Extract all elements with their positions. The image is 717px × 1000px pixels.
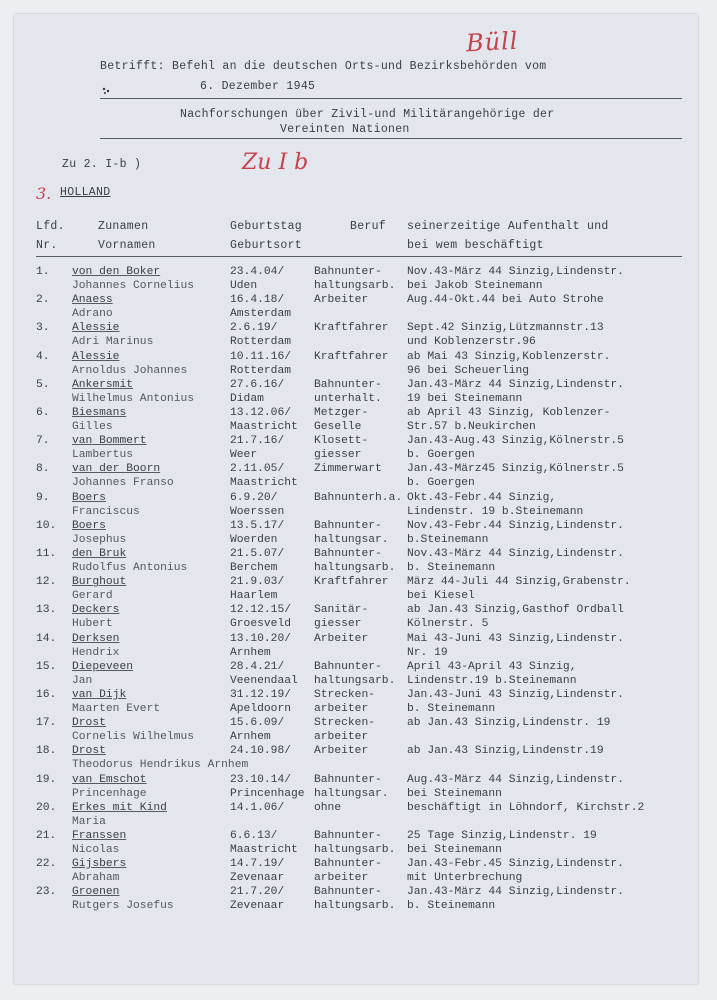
occupation-line-2: haltungsarb. [314, 844, 396, 856]
given-names: Nicolas [72, 844, 120, 856]
birth-date: 12.12.15/ [230, 604, 292, 617]
given-names: Cornelis Wilhelmus [72, 731, 195, 744]
col-nr-top: Lfd. [36, 220, 65, 233]
entry-number: 10. [36, 519, 57, 532]
residence-line-1: Aug.43-März 44 Sinzig,Lindenstr. [407, 773, 624, 786]
subject-line-2: 6. Dezember 1945 [200, 80, 316, 93]
residence-line-2: b.Steinemann [407, 533, 489, 546]
birth-place: Rotterdam [230, 336, 292, 349]
residence-line-1: Jan.43-März 44 Sinzig,Lindenstr. [407, 886, 624, 899]
occupation-line-2: giesser [314, 618, 362, 631]
entry-number: 9. [36, 491, 50, 504]
occupation-line-1: Bahnunter- [314, 858, 382, 871]
residence-line-2: bei Kiesel [407, 590, 475, 603]
table-row [14, 294, 698, 326]
country-number: 3. [36, 184, 52, 203]
entry-number: 13. [36, 604, 57, 617]
occupation-line-1: Bahnunterh.a. [314, 491, 403, 504]
residence-line-2: Nr. 19 [407, 646, 448, 659]
given-names: Wilhelmus Antonius [72, 392, 195, 405]
surname: Deckers [72, 604, 120, 617]
stamp-name: Büll [465, 26, 520, 58]
ink-dots [102, 82, 112, 90]
occupation-line-1: Bahnunter- [314, 886, 382, 899]
surname: Alessie [72, 322, 120, 335]
birth-place: Arnhem [230, 731, 271, 744]
col-name-top: Zunamen [98, 220, 149, 233]
surname: Drost [72, 717, 106, 730]
birth-place: Apeldoorn [230, 703, 292, 715]
table-row [14, 379, 698, 411]
birth-date: 21.5.07/ [230, 548, 285, 560]
occupation-line-2: haltungsar. [314, 533, 389, 546]
table-row [14, 886, 698, 918]
table-row [14, 492, 698, 524]
given-names: Johannes Franso [72, 477, 174, 490]
given-names: Rutgers Josefus [72, 900, 174, 913]
col-nr-bottom: Nr. [36, 239, 58, 252]
table-row [14, 802, 698, 834]
residence-line-2: 19 bei Steinemann [407, 392, 523, 405]
surname: van Dijk [72, 689, 127, 701]
given-names: Princenhage [72, 787, 147, 800]
entry-number: 22. [36, 858, 57, 871]
birth-date: 13.5.17/ [230, 519, 285, 532]
entry-number: 18. [36, 745, 57, 758]
occupation-line-2: arbeiter [314, 703, 369, 715]
surname: Franssen [72, 830, 127, 842]
surname: den Bruk [72, 548, 127, 560]
entry-number: 20. [36, 801, 57, 814]
occupation-line-1: Metzger- [314, 407, 369, 419]
table-row [14, 858, 698, 890]
residence-line-1: Jan.43-März 44 Sinzig,Lindenstr. [407, 378, 624, 391]
col-birth-bottom: Geburtsort [230, 239, 303, 252]
residence-line-2: b. Goergen [407, 449, 475, 462]
header-rule-bottom [100, 138, 682, 139]
table-row [14, 322, 698, 354]
residence-line-1: Sept.42 Sinzig,Lützmannstr.13 [407, 322, 604, 335]
given-names: Maarten Evert [72, 703, 161, 715]
surname: Groenen [72, 886, 120, 899]
table-row [14, 717, 698, 749]
occupation-line-2: arbeiter [314, 872, 369, 885]
given-names: Adri Marinus [72, 336, 154, 349]
residence-line-1: Nov.43-März 44 Sinzig,Lindenstr. [407, 266, 624, 278]
entry-number: 16. [36, 689, 57, 701]
surname: Diepeveen [72, 660, 134, 673]
given-names: Hendrix [72, 646, 120, 659]
residence-line-2: b. Steinemann [407, 900, 496, 913]
surname: Boers [72, 519, 106, 532]
birth-place: Didam [230, 392, 264, 405]
birth-place: Maastricht [230, 477, 298, 490]
occupation-line-1: Kraftfahrer [314, 350, 389, 363]
occupation-line-2: haltungsar. [314, 787, 389, 800]
birth-place: Berchem [230, 562, 278, 574]
table-row [14, 774, 698, 806]
occupation-line-2: haltungsarb. [314, 674, 396, 687]
table-row [14, 661, 698, 693]
residence-line-1: Nov.43-März 44 Sinzig,Lindenstr. [407, 548, 624, 560]
given-names: Gilles [72, 421, 113, 433]
given-names: Hubert [72, 618, 113, 631]
occupation-line-1: Arbeiter [314, 745, 369, 758]
occupation-line-2: giesser [314, 449, 362, 462]
surname: Burghout [72, 576, 127, 589]
entry-number: 14. [36, 632, 57, 645]
entry-number: 17. [36, 717, 57, 730]
table-row [14, 463, 698, 495]
birth-date: 14.7.19/ [230, 858, 285, 871]
entry-number: 12. [36, 576, 57, 589]
table-row [14, 351, 698, 383]
birth-place: Maastricht [230, 844, 298, 856]
entry-number: 7. [36, 435, 50, 448]
occupation-line-1: Strecken- [314, 717, 376, 730]
residence-line-1: Jan.43-März45 Sinzig,Kölnerstr.5 [407, 463, 624, 476]
given-names: Josephus [72, 533, 127, 546]
subject-line-1: Betrifft: Befehl an die deutschen Orts-und Bezirksbehörden vom [100, 60, 547, 73]
col-residence-top: seinerzeitige Aufenthalt und [407, 220, 609, 233]
occupation-line-1: Kraftfahrer [314, 322, 389, 335]
occupation-line-1: ohne [314, 801, 342, 814]
handwritten-note: Zu I b [242, 150, 309, 175]
surname: Biesmans [72, 407, 127, 419]
given-names: Franciscus [72, 505, 140, 518]
occupation-line-1: Bahnunter- [314, 378, 382, 391]
birth-date: 23.10.14/ [230, 773, 292, 786]
residence-line-2: bei Steinemann [407, 787, 502, 800]
topic-line-2: Vereinten Nationen [280, 123, 410, 136]
entry-number: 8. [36, 463, 50, 476]
residence-line-1: Aug.44-Okt.44 bei Auto Strohe [407, 294, 604, 307]
residence-line-1: beschäftigt in Löhndorf, Kirchstr.2 [407, 801, 645, 814]
table-row [14, 604, 698, 636]
residence-line-1: März 44-Juli 44 Sinzig,Grabenstr. [407, 576, 631, 589]
occupation-line-1: Klosett- [314, 435, 369, 448]
document-page [14, 14, 698, 984]
birth-place: Rotterdam [230, 364, 292, 377]
residence-line-2: bei Steinemann [407, 844, 502, 856]
table-row [14, 548, 698, 580]
residence-line-1: Okt.43-Febr.44 Sinzig, [407, 491, 557, 504]
birth-date: 21.9.03/ [230, 576, 285, 589]
entry-number: 1. [36, 266, 50, 278]
table-row [14, 407, 698, 439]
occupation-line-1: Kraftfahrer [314, 576, 389, 589]
occupation-line-1: Zimmerwart [314, 463, 382, 476]
occupation-line-1: Arbeiter [314, 294, 369, 307]
birth-date: 16.4.18/ [230, 294, 285, 307]
entry-number: 2. [36, 294, 50, 307]
birth-date: 2.11.05/ [230, 463, 285, 476]
given-names: Maria [72, 815, 106, 828]
entry-number: 4. [36, 350, 50, 363]
occupation-line-2: arbeiter [314, 731, 369, 744]
occupation-line-1: Bahnunter- [314, 773, 382, 786]
table-row [14, 689, 698, 721]
birth-date: 6.9.20/ [230, 491, 278, 504]
birth-place: Woerden [230, 533, 278, 546]
birth-date: 27.6.16/ [230, 378, 285, 391]
residence-line-1: April 43-April 43 Sinzig, [407, 660, 577, 673]
entry-number: 5. [36, 378, 50, 391]
surname: van der Boorn [72, 463, 161, 476]
given-names: Lambertus [72, 449, 134, 462]
entry-number: 19. [36, 773, 57, 786]
table-row [14, 435, 698, 467]
birth-date: 21.7.16/ [230, 435, 285, 448]
entry-number: 15. [36, 660, 57, 673]
occupation-line-1: Bahnunter- [314, 660, 382, 673]
given-names: Johannes Cornelius [72, 280, 195, 292]
residence-line-2: b. Steinemann [407, 562, 496, 574]
entry-number: 23. [36, 886, 57, 899]
given-names: Arnoldus Johannes [72, 364, 188, 377]
surname: Anaess [72, 294, 113, 307]
birth-date: 13.12.06/ [230, 407, 292, 419]
residence-line-1: Nov.43-Febr.44 Sinzig,Lindenstr. [407, 519, 624, 532]
reference: Zu 2. I-b ) [62, 158, 142, 171]
birth-date: 23.4.04/ [230, 266, 285, 278]
birth-date: 24.10.98/ [230, 745, 292, 758]
occupation-line-2: unterhalt. [314, 392, 382, 405]
given-names: Jan [72, 674, 93, 687]
residence-line-2: mit Unterbrechung [407, 872, 523, 885]
table-row [14, 520, 698, 552]
surname: Drost [72, 745, 106, 758]
birth-date: 31.12.19/ [230, 689, 292, 701]
residence-line-1: Jan.43-Febr.45 Sinzig,Lindenstr. [407, 858, 624, 871]
birth-date: 2.6.19/ [230, 322, 278, 335]
birth-date: 6.6.13/ [230, 830, 278, 842]
occupation-line-1: Strecken- [314, 689, 376, 701]
birth-date: 14.1.06/ [230, 801, 285, 814]
surname: Alessie [72, 350, 120, 363]
occupation-line-1: Bahnunter- [314, 830, 382, 842]
col-name-bottom: Vornamen [98, 239, 156, 252]
table-row [14, 633, 698, 665]
birth-place: Veenendaal [230, 674, 298, 687]
birth-place: Zevenaar [230, 900, 285, 913]
surname: von den Boker [72, 266, 161, 278]
occupation-line-1: Arbeiter [314, 632, 369, 645]
surname: Ankersmit [72, 378, 134, 391]
residence-line-2: b. Steinemann [407, 703, 496, 715]
given-names: Gerard [72, 590, 113, 603]
entry-number: 3. [36, 322, 50, 335]
surname: Boers [72, 491, 106, 504]
birth-place: Groesveld [230, 618, 292, 631]
residence-line-2: b. Goergen [407, 477, 475, 490]
residence-line-1: ab April 43 Sinzig, Koblenzer- [407, 407, 611, 419]
residence-line-1: Jan.43-Aug.43 Sinzig,Kölnerstr.5 [407, 435, 624, 448]
residence-line-2: Lindenstr. 19 b.Steinemann [407, 505, 584, 518]
given-names: Adrano [72, 308, 113, 321]
col-residence-bottom: bei wem beschäftigt [407, 239, 544, 252]
table-row [14, 830, 698, 862]
table-header-rule [36, 256, 682, 257]
header-rule-top [100, 98, 682, 99]
residence-line-2: bei Jakob Steinemann [407, 280, 543, 292]
birth-place: Amsterdam [230, 308, 292, 321]
entry-number: 6. [36, 407, 50, 419]
occupation-line-2: Geselle [314, 421, 362, 433]
residence-line-2: Kölnerstr. 5 [407, 618, 489, 631]
birth-date: 28.4.21/ [230, 660, 285, 673]
occupation-line-1: Bahnunter- [314, 519, 382, 532]
residence-line-1: Jan.43-Juni 43 Sinzig,Lindenstr. [407, 689, 624, 701]
occupation-line-2: haltungsarb. [314, 280, 396, 292]
residence-line-1: ab Jan.43 Sinzig,Lindenstr.19 [407, 745, 604, 758]
residence-line-1: ab Mai 43 Sinzig,Koblenzerstr. [407, 350, 611, 363]
residence-line-2: Str.57 b.Neukirchen [407, 421, 536, 433]
birth-place: Maastricht [230, 421, 298, 433]
entry-number: 21. [36, 830, 57, 842]
birth-date: 15.6.09/ [230, 717, 285, 730]
birth-place: Weer [230, 449, 258, 462]
surname: Erkes mit Kind [72, 801, 167, 814]
surname: van Bommert [72, 435, 147, 448]
occupation-line-2: haltungsarb. [314, 900, 396, 913]
table-row [14, 576, 698, 608]
country-name: HOLLAND [60, 186, 111, 199]
residence-line-1: 25 Tage Sinzig,Lindenstr. 19 [407, 830, 597, 842]
entry-number: 11. [36, 548, 57, 560]
surname: Derksen [72, 632, 120, 645]
birth-place: Haarlem [230, 590, 278, 603]
occupation-line-1: Bahnunter- [314, 548, 382, 560]
occupation-line-1: Bahnunter- [314, 266, 382, 278]
residence-line-1: Mai 43-Juni 43 Sinzig,Lindenstr. [407, 632, 624, 645]
col-birth-top: Geburtstag [230, 220, 303, 233]
birth-date: 21.7.20/ [230, 886, 285, 899]
residence-line-1: ab Jan.43 Sinzig,Lindenstr. 19 [407, 717, 611, 730]
birth-place: Arnhem [230, 646, 271, 659]
birth-place: Uden [230, 280, 258, 292]
topic-line-1: Nachforschungen über Zivil-und Militärangehörige der [180, 108, 555, 121]
birth-date: 13.10.20/ [230, 632, 292, 645]
given-names: Rudolfus Antonius [72, 562, 188, 574]
col-job: Beruf [350, 220, 387, 233]
birth-place: Woerssen [230, 505, 285, 518]
given-names: Abraham [72, 872, 120, 885]
residence-line-1: ab Jan.43 Sinzig,Gasthof Ordball [407, 604, 624, 617]
surname: Gijsbers [72, 858, 127, 871]
residence-line-2: und Koblenzerstr.96 [407, 336, 536, 349]
table-row [14, 266, 698, 298]
birth-place: Princenhage [230, 787, 305, 800]
given-names: Theodorus Hendrikus Arnhem [72, 759, 249, 772]
residence-line-2: Lindenstr.19 b.Steinemann [407, 674, 577, 687]
birth-place: Zevenaar [230, 872, 285, 885]
table-row [14, 745, 698, 777]
occupation-line-2: haltungsarb. [314, 562, 396, 574]
residence-line-2: 96 bei Scheuerling [407, 364, 530, 377]
surname: van Emschot [72, 773, 147, 786]
occupation-line-1: Sanitär- [314, 604, 369, 617]
birth-date: 10.11.16/ [230, 350, 292, 363]
